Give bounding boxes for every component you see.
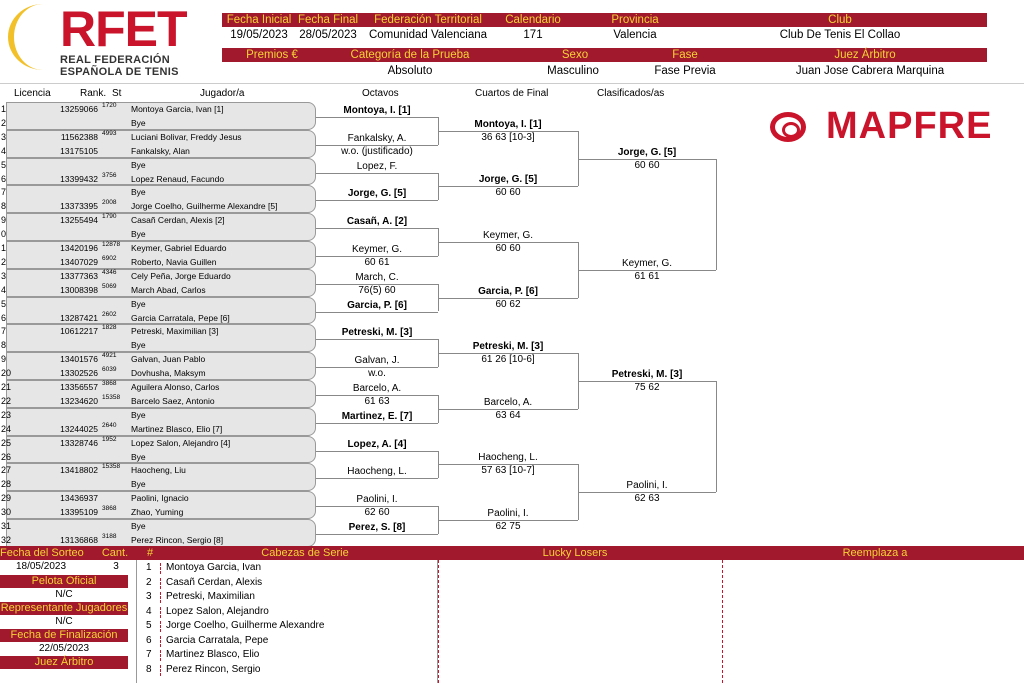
- draw-position: 5: [1, 159, 7, 170]
- player-licence: 13436937: [60, 493, 98, 504]
- bracket-line: [316, 478, 438, 479]
- footer-juez-label: Juez Árbitro: [0, 656, 128, 669]
- seed-divider: [160, 665, 161, 676]
- match-winner: Haocheng, L.: [478, 452, 538, 464]
- match-winner: Keymer, G.: [621, 257, 672, 269]
- seed-name: Lopez Salon, Alejandro: [166, 605, 269, 617]
- draw-position: 28: [1, 479, 12, 490]
- sponsor-logo: MAPFRE: [826, 105, 993, 147]
- mapfre-logo-icon: [770, 112, 806, 142]
- match-winner: Petreski, M. [3]: [341, 327, 413, 339]
- player-licence: 13418802: [60, 465, 98, 476]
- player-rank: 2602: [102, 310, 117, 318]
- cabezas-label: Cabezas de Serie: [230, 547, 380, 560]
- player-rank: 1790: [102, 213, 117, 221]
- fecha-final-label: Fecha Final: [297, 14, 359, 26]
- match-winner: Jorge, G. [5]: [478, 174, 538, 186]
- seed-name: Martinez Blasco, Elio: [166, 649, 260, 660]
- draw-position: 9: [1, 354, 7, 365]
- player-licence: 13136868: [60, 534, 98, 545]
- match-winner: Lopez, A. [4]: [347, 438, 407, 450]
- player-name: Petreski, Maximilian [3]: [131, 326, 219, 337]
- player-licence: 13244025: [60, 423, 98, 434]
- match-winner: Haocheng, L.: [347, 466, 407, 478]
- match-score: 62 75: [495, 521, 521, 532]
- draw-position: 30: [1, 507, 12, 518]
- cant-value: 3: [113, 561, 119, 572]
- footer-dash-2: [438, 560, 439, 683]
- player-name: Aguilera Alonso, Carlos: [131, 382, 220, 392]
- player-name: Paolini, Ignacio: [131, 493, 189, 504]
- col-cuartos: Cuartos de Final: [475, 88, 549, 99]
- player-rank: 2640: [102, 421, 117, 429]
- match-score: 76(5) 60: [358, 284, 396, 296]
- match-winner: Keymer, G.: [351, 243, 402, 255]
- player-name: March Abad, Carlos: [131, 284, 206, 295]
- seed-name: Montoya Garcia, Ivan: [166, 562, 262, 573]
- player-rank: 4921: [102, 352, 117, 360]
- draw-position: 7: [1, 326, 7, 337]
- draw-position: 3: [1, 270, 7, 281]
- player-name: Perez Rincon, Sergio [8]: [131, 534, 224, 545]
- draw-position: 20: [1, 368, 12, 379]
- player-licence: 11562388: [60, 131, 98, 142]
- draw-position: 29: [1, 493, 12, 504]
- player-rank: 12878: [102, 241, 121, 248]
- match-score: 60 60: [495, 187, 521, 199]
- col-st: St: [112, 88, 122, 99]
- match-winner: Paolini, I.: [356, 494, 398, 506]
- bracket-line: [316, 312, 438, 313]
- player-licence: 13302526: [60, 368, 98, 379]
- hash-label: #: [140, 547, 160, 560]
- seed-divider: [160, 650, 161, 661]
- player-name: Casañ Cerdan, Alexis [2]: [131, 215, 225, 226]
- bracket-line: [316, 423, 438, 424]
- club: Club De Tenis El Collao: [779, 29, 901, 41]
- reemplaza-label: Reemplaza a: [810, 547, 940, 560]
- match-winner: March, C.: [355, 271, 399, 283]
- fin-label: Fecha de Finalización: [0, 629, 128, 642]
- calendario-label: Calendario: [494, 13, 572, 27]
- seed-name: Garcia Carratala, Pepe: [166, 634, 269, 646]
- match-winner: Barcelo, A.: [483, 396, 533, 408]
- player-rank: 6039: [102, 366, 117, 374]
- sexo-label: Sexo: [540, 48, 610, 62]
- player-name: Keymer, Gabriel Eduardo: [131, 243, 227, 253]
- provincia: Valencia: [613, 29, 657, 41]
- player-name: Galvan, Juan Pablo: [131, 354, 206, 365]
- draw-position: 3: [1, 131, 7, 142]
- footer-divider: [136, 560, 137, 683]
- player-name: Dovhusha, Maksym: [131, 368, 206, 379]
- pelota-value: N/C: [55, 589, 73, 600]
- player-rank: 1720: [102, 102, 117, 109]
- seed-divider: [160, 563, 161, 574]
- player-rank: 1952: [102, 435, 117, 443]
- player-rank: 1828: [102, 324, 117, 332]
- seed-number: 7: [146, 649, 152, 660]
- bracket-line: [316, 451, 438, 452]
- match-winner: Jorge, G. [5]: [617, 146, 677, 158]
- player-licence: 13407029: [60, 256, 98, 267]
- match-score: 57 63 [10-7]: [481, 465, 535, 477]
- player-licence: 13399432: [60, 173, 98, 184]
- draw-position: 27: [1, 465, 12, 476]
- sorteo-label: Fecha del Sorteo: [0, 547, 84, 559]
- player-licence: 13259066: [60, 104, 98, 114]
- fin-value: 22/05/2023: [38, 643, 90, 654]
- sexo: Masculino: [547, 65, 599, 77]
- player-name: Bye: [131, 409, 146, 420]
- player-licence: 13401576: [60, 354, 98, 365]
- match-winner: Barcelo, A.: [352, 382, 402, 394]
- match-winner: Petreski, M. [3]: [611, 369, 683, 380]
- bracket-connector: [716, 381, 717, 492]
- draw-position: 8: [1, 201, 7, 212]
- seed-name: Jorge Coelho, Guilherme Alexandre: [166, 620, 325, 631]
- calendario: 171: [523, 29, 543, 41]
- col-clasificados: Clasificados/as: [597, 88, 665, 99]
- footer-dash-1: [722, 560, 723, 683]
- pelota-label: Pelota Oficial: [0, 575, 128, 588]
- player-name: Cely Peña, Jorge Eduardo: [131, 270, 231, 281]
- player-rank: 3868: [102, 380, 117, 387]
- juez: Juan Jose Cabrera Marquina: [795, 65, 945, 77]
- player-name: Haocheng, Liu: [131, 465, 186, 476]
- draw-position: 2: [1, 117, 7, 128]
- bracket-line: [316, 339, 438, 340]
- premios-label: Premios €: [222, 48, 322, 62]
- draw-position: 24: [1, 423, 12, 434]
- player-name: Martinez Blasco, Elio [7]: [131, 423, 223, 434]
- player-name: Fankalsky, Alan: [131, 145, 190, 156]
- player-name: Jorge Coelho, Guilherme Alexandre [5]: [131, 201, 278, 212]
- player-name: Bye: [131, 521, 146, 531]
- logo-line-1: REAL FEDERACIÓN: [60, 54, 171, 66]
- match-score: 36 63 [10-3]: [481, 131, 535, 143]
- provincia-label: Provincia: [580, 13, 690, 27]
- draw-position: 6: [1, 312, 7, 323]
- logo-line-2: ESPAÑOLA DE TENIS: [60, 66, 179, 78]
- match-winner: Paolini, I.: [487, 508, 529, 519]
- sorteo-date: 18/05/2023: [15, 561, 67, 572]
- draw-position: 8: [1, 340, 7, 351]
- match-winner: Lopez, F.: [356, 160, 398, 172]
- player-name: Bye: [131, 298, 146, 309]
- federacion: Comunidad Valenciana: [368, 29, 488, 41]
- match-winner: Montoya, I. [1]: [343, 104, 411, 116]
- player-licence: 13420196: [60, 243, 98, 253]
- fase-label: Fase: [640, 48, 730, 62]
- seed-number: 3: [146, 591, 152, 602]
- seed-divider: [160, 592, 161, 603]
- seed-number: 4: [146, 605, 152, 617]
- player-name: Bye: [131, 187, 146, 198]
- seed-number: 2: [146, 576, 152, 588]
- match-score: 61 26 [10-6]: [481, 354, 535, 366]
- match-score: 60 62: [495, 298, 521, 310]
- bracket-line: [316, 534, 438, 535]
- player-name: Bye: [131, 159, 146, 170]
- match-score: 60 61: [364, 256, 390, 268]
- match-winner: Keymer, G.: [482, 230, 533, 241]
- match-winner: Casañ, A. [2]: [346, 216, 408, 228]
- cant-label: Cant.: [96, 547, 134, 560]
- player-name: Montoya Garcia, Ivan [1]: [131, 104, 224, 114]
- seed-name: Petreski, Maximilian: [166, 591, 255, 602]
- player-rank: 3188: [102, 532, 117, 540]
- seed-name: Perez Rincon, Sergio: [166, 663, 261, 675]
- separator: [0, 83, 1024, 84]
- fecha-final: 28/05/2023: [299, 29, 357, 41]
- draw-position: 5: [1, 298, 7, 309]
- lucky-label: Lucky Losers: [510, 547, 640, 560]
- logo-title: RFET: [60, 1, 187, 57]
- player-name: Lopez Renaud, Facundo: [131, 173, 225, 184]
- player-name: Luciani Bolivar, Freddy Jesus: [131, 131, 242, 142]
- draw-position: 2: [1, 256, 7, 267]
- col-octavos: Octavos: [362, 88, 399, 99]
- player-name: Bye: [131, 340, 146, 351]
- player-name: Bye: [131, 117, 146, 128]
- match-score: 62 60: [364, 507, 390, 519]
- seed-number: 5: [146, 620, 152, 631]
- player-name: Garcia Carratala, Pepe [6]: [131, 312, 230, 323]
- match-winner: Fankalsky, A.: [347, 132, 407, 144]
- draw-position: 31: [1, 521, 12, 531]
- fase: Fase Previa: [654, 65, 716, 77]
- player-rank: 3868: [102, 505, 117, 513]
- player-rank: 6902: [102, 254, 117, 262]
- draw-position: 1: [1, 243, 7, 253]
- player-rank: 5069: [102, 282, 117, 290]
- player-licence: 13287421: [60, 312, 98, 323]
- match-score: 62 63: [634, 493, 660, 505]
- draw-position: 25: [1, 437, 12, 448]
- match-score: 63 64: [495, 409, 521, 421]
- draw-position: 32: [1, 534, 12, 545]
- rep-value: N/C: [55, 616, 73, 627]
- draw-position: 9: [1, 215, 7, 226]
- categoria: Absoluto: [387, 65, 433, 77]
- player-licence: 13328746: [60, 437, 98, 448]
- player-rank: 4346: [102, 268, 117, 276]
- player-rank: 3756: [102, 171, 117, 179]
- player-licence: 10612217: [60, 326, 98, 337]
- player-name: Zhao, Yuming: [131, 507, 184, 518]
- seed-divider: [160, 636, 161, 647]
- seed-divider: [160, 607, 161, 618]
- draw-position: 1: [1, 104, 7, 114]
- player-licence: 13175105: [60, 145, 98, 156]
- col-licencia: Licencia: [14, 88, 51, 99]
- player-name: Bye: [131, 479, 146, 490]
- seed-number: 8: [146, 663, 152, 675]
- match-winner: Montoya, I. [1]: [474, 118, 542, 130]
- categoria-label: Categoría de la Prueba: [340, 48, 480, 62]
- match-score: w.o. (justificado): [341, 145, 413, 157]
- player-name: Bye: [131, 451, 146, 462]
- player-licence: 13377363: [60, 270, 98, 281]
- juez-label: Juez Árbitro: [790, 48, 940, 62]
- match-score: 61 63: [364, 395, 390, 407]
- match-winner: Garcia, P. [6]: [478, 285, 538, 297]
- match-score: 61 61: [634, 270, 660, 282]
- draw-position: 21: [1, 382, 12, 392]
- seed-divider: [160, 621, 161, 632]
- draw-position: 26: [1, 451, 12, 462]
- player-licence: 13008398: [60, 284, 98, 295]
- match-winner: Perez, S. [8]: [348, 521, 406, 533]
- col-rank: Rank.: [80, 88, 107, 99]
- seed-divider: [160, 578, 161, 589]
- match-winner: Garcia, P. [6]: [347, 299, 407, 311]
- player-licence: 13255494: [60, 215, 98, 226]
- draw-position: 6: [1, 173, 7, 184]
- bracket-connector: [716, 159, 717, 270]
- club-label: Club: [700, 13, 980, 27]
- match-score: 60 60: [634, 159, 660, 171]
- match-winner: Paolini, I.: [626, 480, 668, 492]
- bracket-line: [316, 200, 438, 201]
- player-licence: 13356557: [60, 382, 98, 392]
- player-rank: 2008: [102, 199, 117, 207]
- match-score: 75 62: [634, 382, 660, 393]
- bracket-line: [316, 117, 438, 118]
- fecha-inicial: 19/05/2023: [230, 29, 288, 41]
- player-licence: 13234620: [60, 395, 98, 406]
- player-name: Lopez Salon, Alejandro [4]: [131, 437, 231, 448]
- draw-position: 7: [1, 187, 7, 198]
- bracket-line: [316, 228, 438, 229]
- bracket-line: [316, 173, 438, 174]
- seed-number: 1: [146, 562, 152, 573]
- player-licence: 13395109: [60, 507, 98, 518]
- match-winner: Galvan, J.: [354, 355, 400, 367]
- player-rank: 4993: [102, 129, 117, 137]
- player-rank: 15358: [102, 393, 121, 401]
- player-rank: 15358: [102, 463, 121, 471]
- seed-number: 6: [146, 634, 152, 646]
- fecha-inicial-label: Fecha Inicial: [224, 13, 294, 27]
- match-winner: Martinez, E. [7]: [341, 410, 413, 422]
- match-score: 60 60: [495, 243, 521, 254]
- match-winner: Petreski, M. [3]: [472, 341, 544, 353]
- draw-position: 0: [1, 229, 7, 240]
- match-winner: Jorge, G. [5]: [347, 188, 407, 200]
- draw-position: 4: [1, 145, 7, 156]
- player-name: Bye: [131, 229, 146, 240]
- draw-position: 23: [1, 409, 12, 420]
- rep-label: Representante Jugadores: [0, 602, 128, 614]
- draw-position: 4: [1, 284, 7, 295]
- federacion-label: Federación Territorial: [366, 13, 490, 27]
- col-jugador: Jugador/a: [200, 88, 245, 99]
- player-licence: 13373395: [60, 201, 98, 212]
- draw-position: 22: [1, 395, 12, 406]
- player-name: Barcelo Saez, Antonio: [131, 395, 215, 406]
- seed-name: Casañ Cerdan, Alexis: [166, 576, 263, 588]
- player-name: Roberto, Navia Guillen: [131, 256, 217, 267]
- match-score: w.o.: [368, 368, 386, 380]
